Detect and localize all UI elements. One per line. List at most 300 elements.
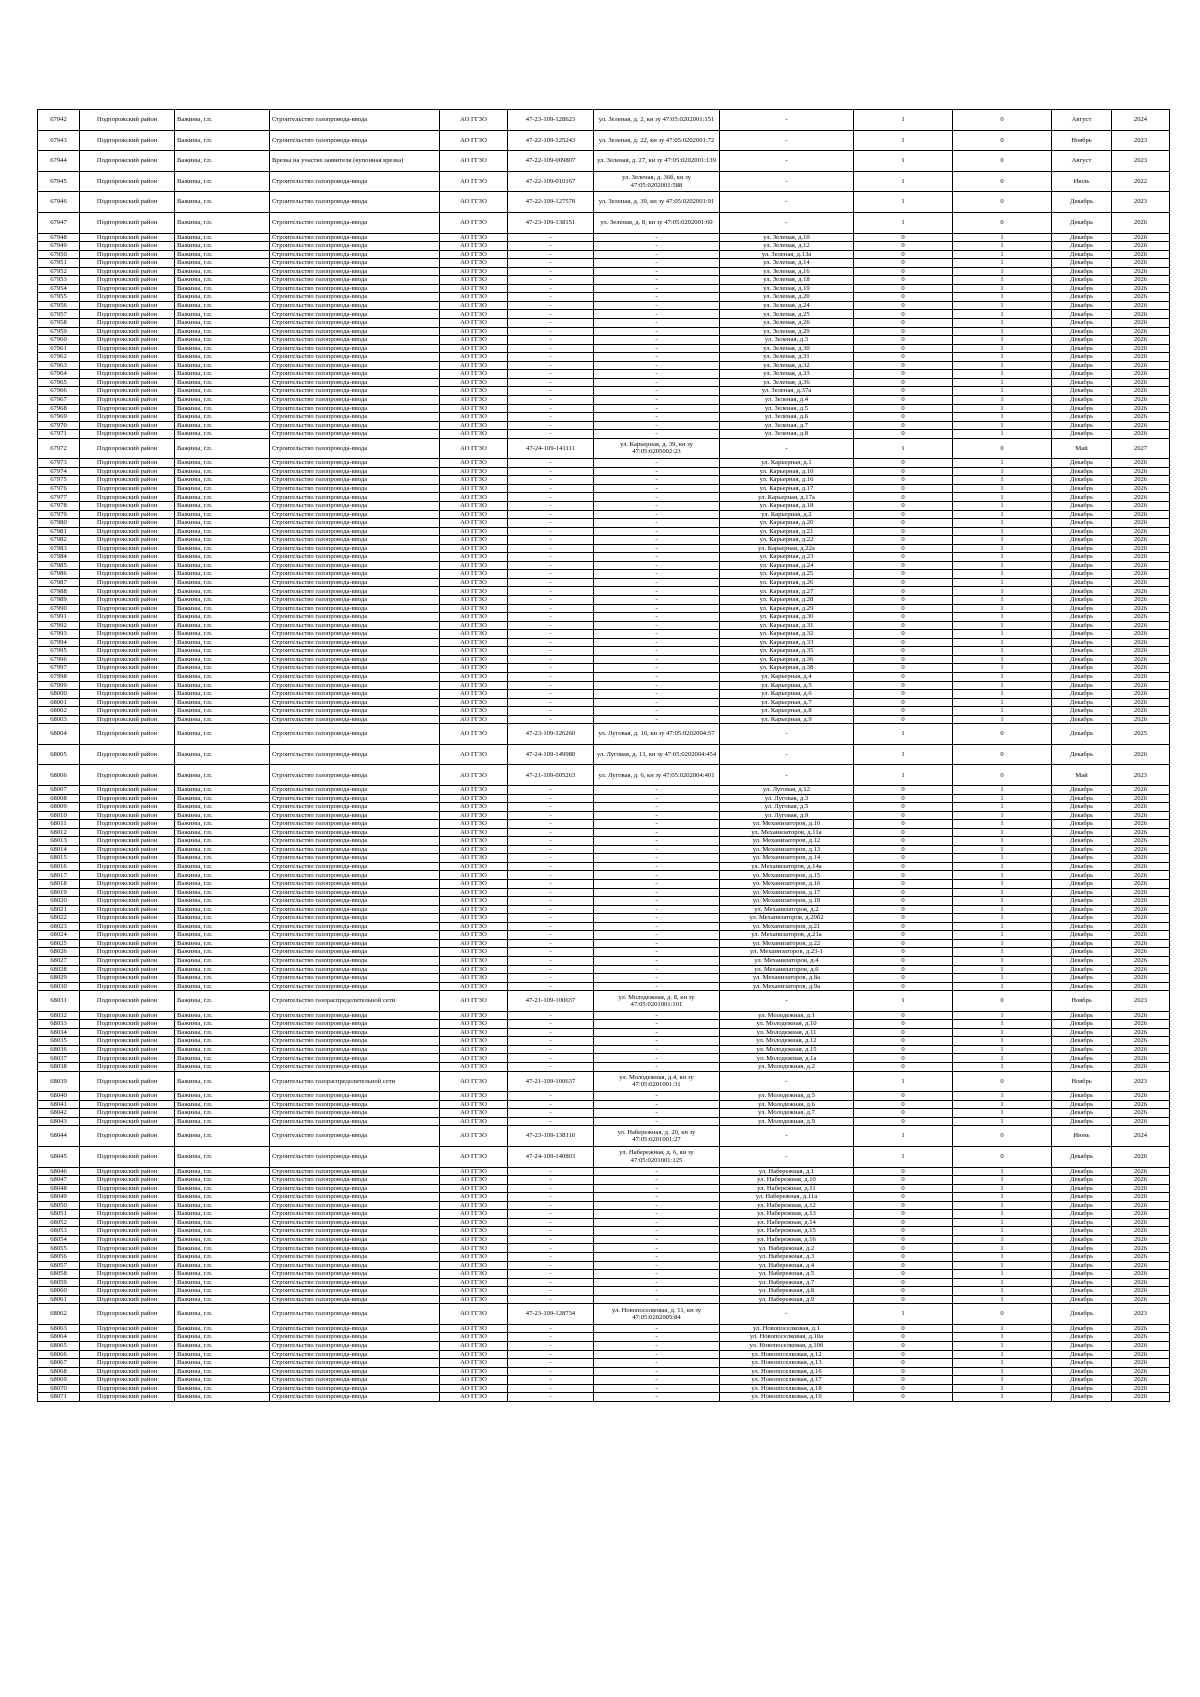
cadastral-address-cell: - bbox=[594, 604, 720, 613]
district-cell: Подпорожский район bbox=[80, 1384, 175, 1393]
month-cell: Декабрь bbox=[1052, 621, 1112, 630]
year-cell: 2026 bbox=[1112, 1109, 1170, 1118]
work-type-cell: Строительство газопровода-ввода bbox=[270, 1384, 440, 1393]
count-b-cell: 1 bbox=[953, 1384, 1052, 1393]
district-cell: Подпорожский район bbox=[80, 803, 175, 812]
month-cell: Декабрь bbox=[1052, 1167, 1112, 1176]
settlement-cell: Важины, г.п. bbox=[175, 1350, 270, 1359]
row-number-cell: 67949 bbox=[38, 242, 80, 251]
row-number-cell: 68030 bbox=[38, 982, 80, 991]
cadastral-address-cell: ул. Зеленая, д. 36б, кн зу 47:05:0202001:588 bbox=[594, 171, 720, 192]
district-cell: Подпорожский район bbox=[80, 1045, 175, 1054]
month-cell: Декабрь bbox=[1052, 1100, 1112, 1109]
cadastral-address-cell: - bbox=[594, 1063, 720, 1072]
organization-cell: АО ГГЗО bbox=[440, 1218, 508, 1227]
count-b-cell: 1 bbox=[953, 476, 1052, 485]
year-cell: 2026 bbox=[1112, 655, 1170, 664]
settlement-cell: Важины, г.п. bbox=[175, 459, 270, 468]
year-cell: 2026 bbox=[1112, 370, 1170, 379]
cadastral-address-cell: ул. Зеленая, д. 2, кн зу 47:05:0202001:151 bbox=[594, 110, 720, 131]
row-number-cell: 68015 bbox=[38, 854, 80, 863]
application-number-cell: - bbox=[508, 672, 594, 681]
street-address-cell: ул. Зеленая, д.13а bbox=[720, 250, 854, 259]
application-number-cell: - bbox=[508, 344, 594, 353]
street-address-cell: ул. Механизаторов, д.14а bbox=[720, 862, 854, 871]
district-cell: Подпорожский район bbox=[80, 413, 175, 422]
district-cell: Подпорожский район bbox=[80, 897, 175, 906]
settlement-cell: Важины, г.п. bbox=[175, 681, 270, 690]
year-cell: 2026 bbox=[1112, 1146, 1170, 1167]
table-row bbox=[38, 1304, 1170, 1325]
month-cell: Декабрь bbox=[1052, 1367, 1112, 1376]
count-b-cell: 1 bbox=[953, 310, 1052, 319]
application-number-cell: - bbox=[508, 854, 594, 863]
count-a-cell: 0 bbox=[854, 1176, 953, 1185]
organization-cell: АО ГГЗО bbox=[440, 438, 508, 459]
application-number-cell: - bbox=[508, 1117, 594, 1126]
street-address-cell: ул. Механизаторов, д.21 bbox=[720, 922, 854, 931]
row-number-cell: 67957 bbox=[38, 310, 80, 319]
settlement-cell: Важины, г.п. bbox=[175, 370, 270, 379]
work-type-cell: Строительство газопровода-ввода bbox=[270, 1227, 440, 1236]
count-a-cell: 0 bbox=[854, 1092, 953, 1101]
work-type-cell: Строительство газопровода-ввода bbox=[270, 570, 440, 579]
organization-cell: АО ГГЗО bbox=[440, 922, 508, 931]
count-a-cell: 0 bbox=[854, 820, 953, 829]
row-number-cell: 68058 bbox=[38, 1270, 80, 1279]
row-number-cell: 68051 bbox=[38, 1210, 80, 1219]
application-number-cell: 47-23-109-128623 bbox=[508, 110, 594, 131]
year-cell: 2026 bbox=[1112, 880, 1170, 889]
street-address-cell: ул. Молодежная, д.12 bbox=[720, 1037, 854, 1046]
work-type-cell: Строительство газопровода-ввода bbox=[270, 1376, 440, 1385]
district-cell: Подпорожский район bbox=[80, 421, 175, 430]
month-cell: Декабрь bbox=[1052, 690, 1112, 699]
organization-cell: АО ГГЗО bbox=[440, 1384, 508, 1393]
row-number-cell: 68064 bbox=[38, 1333, 80, 1342]
count-a-cell: 0 bbox=[854, 233, 953, 242]
month-cell: Декабрь bbox=[1052, 413, 1112, 422]
cadastral-address-cell: - bbox=[594, 1100, 720, 1109]
street-address-cell: ул. Зеленая, д.6 bbox=[720, 413, 854, 422]
year-cell: 2026 bbox=[1112, 837, 1170, 846]
street-address-cell: ул. Зеленая, д.33 bbox=[720, 370, 854, 379]
count-b-cell: 1 bbox=[953, 1218, 1052, 1227]
settlement-cell: Важины, г.п. bbox=[175, 1054, 270, 1063]
district-cell: Подпорожский район bbox=[80, 536, 175, 545]
street-address-cell: ул. Молодежная, д.7 bbox=[720, 1109, 854, 1118]
year-cell: 2026 bbox=[1112, 502, 1170, 511]
street-address-cell: - bbox=[720, 1126, 854, 1147]
year-cell: 2026 bbox=[1112, 578, 1170, 587]
application-number-cell: - bbox=[508, 1100, 594, 1109]
settlement-cell: Важины, г.п. bbox=[175, 502, 270, 511]
application-number-cell: - bbox=[508, 502, 594, 511]
cadastral-address-cell: - bbox=[594, 1218, 720, 1227]
year-cell: 2026 bbox=[1112, 1261, 1170, 1270]
cadastral-address-cell: - bbox=[594, 510, 720, 519]
count-b-cell: 1 bbox=[953, 527, 1052, 536]
organization-cell: АО ГГЗО bbox=[440, 336, 508, 345]
cadastral-address-cell: - bbox=[594, 939, 720, 948]
district-cell: Подпорожский район bbox=[80, 259, 175, 268]
cadastral-address-cell: - bbox=[594, 430, 720, 439]
month-cell: Декабрь bbox=[1052, 1376, 1112, 1385]
count-b-cell: 1 bbox=[953, 1028, 1052, 1037]
year-cell: 2026 bbox=[1112, 510, 1170, 519]
organization-cell: АО ГГЗО bbox=[440, 1201, 508, 1210]
street-address-cell: ул. Карьерная, д.31 bbox=[720, 621, 854, 630]
table-row bbox=[38, 1011, 1170, 1020]
street-address-cell: ул. Зеленая, д.16 bbox=[720, 267, 854, 276]
cadastral-address-cell: - bbox=[594, 888, 720, 897]
application-number-cell: - bbox=[508, 939, 594, 948]
work-type-cell: Строительство газопровода-ввода bbox=[270, 1037, 440, 1046]
district-cell: Подпорожский район bbox=[80, 820, 175, 829]
cadastral-address-cell: - bbox=[594, 862, 720, 871]
district-cell: Подпорожский район bbox=[80, 965, 175, 974]
settlement-cell: Важины, г.п. bbox=[175, 956, 270, 965]
district-cell: Подпорожский район bbox=[80, 502, 175, 511]
organization-cell: АО ГГЗО bbox=[440, 536, 508, 545]
table-row bbox=[38, 647, 1170, 656]
street-address-cell: ул. Луговая, д.5 bbox=[720, 803, 854, 812]
table-row bbox=[38, 570, 1170, 579]
settlement-cell: Важины, г.п. bbox=[175, 310, 270, 319]
cadastral-address-cell: - bbox=[594, 570, 720, 579]
cadastral-address-cell: - bbox=[594, 284, 720, 293]
table-row bbox=[38, 344, 1170, 353]
organization-cell: АО ГГЗО bbox=[440, 794, 508, 803]
organization-cell: АО ГГЗО bbox=[440, 630, 508, 639]
row-number-cell: 68035 bbox=[38, 1037, 80, 1046]
row-number-cell: 68042 bbox=[38, 1109, 80, 1118]
table-row bbox=[38, 1193, 1170, 1202]
application-number-cell: - bbox=[508, 553, 594, 562]
work-type-cell: Строительство газопровода-ввода bbox=[270, 1126, 440, 1147]
application-number-cell: - bbox=[508, 1359, 594, 1368]
work-type-cell: Строительство газопровода-ввода bbox=[270, 1011, 440, 1020]
district-cell: Подпорожский район bbox=[80, 1393, 175, 1402]
organization-cell: АО ГГЗО bbox=[440, 811, 508, 820]
work-type-cell: Строительство газопровода-ввода bbox=[270, 715, 440, 724]
month-cell: Декабрь bbox=[1052, 724, 1112, 745]
month-cell: Декабрь bbox=[1052, 828, 1112, 837]
month-cell: Декабрь bbox=[1052, 387, 1112, 396]
district-cell: Подпорожский район bbox=[80, 1176, 175, 1185]
count-b-cell: 1 bbox=[953, 370, 1052, 379]
work-type-cell: Строительство газопровода-ввода bbox=[270, 922, 440, 931]
organization-cell: АО ГГЗО bbox=[440, 1028, 508, 1037]
settlement-cell: Важины, г.п. bbox=[175, 510, 270, 519]
year-cell: 2026 bbox=[1112, 1184, 1170, 1193]
street-address-cell: ул. Набережная, д.2 bbox=[720, 1244, 854, 1253]
table-row bbox=[38, 259, 1170, 268]
work-type-cell: Строительство газопровода-ввода bbox=[270, 1210, 440, 1219]
cadastral-address-cell: - bbox=[594, 1244, 720, 1253]
count-b-cell: 0 bbox=[953, 1304, 1052, 1325]
settlement-cell: Важины, г.п. bbox=[175, 1304, 270, 1325]
street-address-cell: ул. Карьерная, д.30 bbox=[720, 613, 854, 622]
settlement-cell: Важины, г.п. bbox=[175, 1100, 270, 1109]
cadastral-address-cell: - bbox=[594, 871, 720, 880]
work-type-cell: Строительство газопровода-ввода bbox=[270, 982, 440, 991]
year-cell: 2026 bbox=[1112, 493, 1170, 502]
street-address-cell: ул. Набережная, д.14 bbox=[720, 1218, 854, 1227]
work-type-cell: Строительство газопровода-ввода bbox=[270, 130, 440, 151]
settlement-cell: Важины, г.п. bbox=[175, 854, 270, 863]
table-row bbox=[38, 430, 1170, 439]
application-number-cell: - bbox=[508, 681, 594, 690]
table-row bbox=[38, 378, 1170, 387]
table-row bbox=[38, 744, 1170, 765]
count-b-cell: 1 bbox=[953, 837, 1052, 846]
year-cell: 2023 bbox=[1112, 192, 1170, 213]
work-type-cell: Строительство газопровода-ввода bbox=[270, 744, 440, 765]
year-cell: 2026 bbox=[1112, 811, 1170, 820]
table-row bbox=[38, 871, 1170, 880]
count-a-cell: 0 bbox=[854, 544, 953, 553]
cadastral-address-cell: - bbox=[594, 1037, 720, 1046]
work-type-cell: Строительство газопровода-ввода bbox=[270, 1028, 440, 1037]
row-number-cell: 67979 bbox=[38, 510, 80, 519]
street-address-cell: - bbox=[720, 991, 854, 1012]
application-number-cell: 47-23-109-126260 bbox=[508, 724, 594, 745]
organization-cell: АО ГГЗО bbox=[440, 837, 508, 846]
work-type-cell: Строительство газопровода-ввода bbox=[270, 284, 440, 293]
organization-cell: АО ГГЗО bbox=[440, 151, 508, 172]
cadastral-address-cell: - bbox=[594, 647, 720, 656]
count-a-cell: 0 bbox=[854, 267, 953, 276]
count-a-cell: 0 bbox=[854, 922, 953, 931]
district-cell: Подпорожский район bbox=[80, 404, 175, 413]
organization-cell: АО ГГЗО bbox=[440, 1054, 508, 1063]
year-cell: 2026 bbox=[1112, 965, 1170, 974]
row-number-cell: 68044 bbox=[38, 1126, 80, 1147]
cadastral-address-cell: - bbox=[594, 578, 720, 587]
count-b-cell: 1 bbox=[953, 361, 1052, 370]
count-a-cell: 0 bbox=[854, 982, 953, 991]
street-address-cell: ул. Карьерная, д.29 bbox=[720, 604, 854, 613]
year-cell: 2026 bbox=[1112, 914, 1170, 923]
row-number-cell: 68028 bbox=[38, 965, 80, 974]
organization-cell: АО ГГЗО bbox=[440, 130, 508, 151]
year-cell: 2026 bbox=[1112, 604, 1170, 613]
month-cell: Ноябрь bbox=[1052, 1071, 1112, 1092]
count-a-cell: 0 bbox=[854, 476, 953, 485]
row-number-cell: 68032 bbox=[38, 1011, 80, 1020]
organization-cell: АО ГГЗО bbox=[440, 1304, 508, 1325]
work-type-cell: Строительство газопровода-ввода bbox=[270, 1367, 440, 1376]
row-number-cell: 67963 bbox=[38, 361, 80, 370]
work-type-cell: Строительство газопровода-ввода bbox=[270, 404, 440, 413]
work-type-cell: Строительство газопровода-ввода bbox=[270, 897, 440, 906]
district-cell: Подпорожский район bbox=[80, 250, 175, 259]
count-b-cell: 0 bbox=[953, 744, 1052, 765]
row-number-cell: 68006 bbox=[38, 765, 80, 786]
year-cell: 2026 bbox=[1112, 1341, 1170, 1350]
settlement-cell: Важины, г.п. bbox=[175, 578, 270, 587]
count-a-cell: 1 bbox=[854, 171, 953, 192]
table-row bbox=[38, 922, 1170, 931]
district-cell: Подпорожский район bbox=[80, 880, 175, 889]
count-b-cell: 1 bbox=[953, 459, 1052, 468]
settlement-cell: Важины, г.п. bbox=[175, 1261, 270, 1270]
street-address-cell: ул. Набережная, д.11 bbox=[720, 1184, 854, 1193]
year-cell: 2026 bbox=[1112, 536, 1170, 545]
month-cell: Май bbox=[1052, 765, 1112, 786]
row-number-cell: 67971 bbox=[38, 430, 80, 439]
table-row bbox=[38, 1201, 1170, 1210]
application-number-cell: 47-22-109-125243 bbox=[508, 130, 594, 151]
organization-cell: АО ГГЗО bbox=[440, 1287, 508, 1296]
year-cell: 2026 bbox=[1112, 1350, 1170, 1359]
count-b-cell: 1 bbox=[953, 484, 1052, 493]
street-address-cell: ул. Карьерная, д.20 bbox=[720, 519, 854, 528]
organization-cell: АО ГГЗО bbox=[440, 965, 508, 974]
count-b-cell: 1 bbox=[953, 698, 1052, 707]
month-cell: Декабрь bbox=[1052, 1193, 1112, 1202]
district-cell: Подпорожский район bbox=[80, 811, 175, 820]
year-cell: 2023 bbox=[1112, 130, 1170, 151]
cadastral-address-cell: - bbox=[594, 820, 720, 829]
month-cell: Декабрь bbox=[1052, 1092, 1112, 1101]
month-cell: Декабрь bbox=[1052, 1295, 1112, 1304]
month-cell: Декабрь bbox=[1052, 922, 1112, 931]
count-a-cell: 0 bbox=[854, 1193, 953, 1202]
cadastral-address-cell: - bbox=[594, 327, 720, 336]
street-address-cell: ул. Механизаторов, д.13 bbox=[720, 845, 854, 854]
settlement-cell: Важины, г.п. bbox=[175, 404, 270, 413]
settlement-cell: Важины, г.п. bbox=[175, 353, 270, 362]
settlement-cell: Важины, г.п. bbox=[175, 1109, 270, 1118]
count-a-cell: 0 bbox=[854, 1109, 953, 1118]
district-cell: Подпорожский район bbox=[80, 1146, 175, 1167]
work-type-cell: Строительство газопровода-ввода bbox=[270, 845, 440, 854]
settlement-cell: Важины, г.п. bbox=[175, 1126, 270, 1147]
cadastral-address-cell: - bbox=[594, 353, 720, 362]
row-number-cell: 68018 bbox=[38, 880, 80, 889]
count-b-cell: 1 bbox=[953, 1324, 1052, 1333]
count-b-cell: 1 bbox=[953, 1270, 1052, 1279]
table-row bbox=[38, 438, 1170, 459]
row-number-cell: 68034 bbox=[38, 1028, 80, 1037]
count-b-cell: 1 bbox=[953, 1100, 1052, 1109]
table-row bbox=[38, 519, 1170, 528]
settlement-cell: Важины, г.п. bbox=[175, 553, 270, 562]
count-a-cell: 0 bbox=[854, 1350, 953, 1359]
organization-cell: АО ГГЗО bbox=[440, 905, 508, 914]
work-type-cell: Строительство газопровода-ввода bbox=[270, 948, 440, 957]
application-number-cell: - bbox=[508, 267, 594, 276]
settlement-cell: Важины, г.п. bbox=[175, 1210, 270, 1219]
organization-cell: АО ГГЗО bbox=[440, 1100, 508, 1109]
district-cell: Подпорожский район bbox=[80, 862, 175, 871]
district-cell: Подпорожский район bbox=[80, 724, 175, 745]
district-cell: Подпорожский район bbox=[80, 948, 175, 957]
street-address-cell: ул. Карьерная, д.33 bbox=[720, 638, 854, 647]
organization-cell: АО ГГЗО bbox=[440, 510, 508, 519]
street-address-cell: ул. Молодежная, д.6 bbox=[720, 1100, 854, 1109]
work-type-cell: Строительство газопровода-ввода bbox=[270, 1295, 440, 1304]
count-b-cell: 1 bbox=[953, 536, 1052, 545]
year-cell: 2026 bbox=[1112, 828, 1170, 837]
application-number-cell: - bbox=[508, 621, 594, 630]
table-row bbox=[38, 765, 1170, 786]
table-row bbox=[38, 820, 1170, 829]
table-row bbox=[38, 1109, 1170, 1118]
organization-cell: АО ГГЗО bbox=[440, 527, 508, 536]
district-cell: Подпорожский район bbox=[80, 681, 175, 690]
cadastral-address-cell: - bbox=[594, 664, 720, 673]
year-cell: 2026 bbox=[1112, 1011, 1170, 1020]
count-a-cell: 0 bbox=[854, 510, 953, 519]
cadastral-address-cell: - bbox=[594, 854, 720, 863]
organization-cell: АО ГГЗО bbox=[440, 430, 508, 439]
organization-cell: АО ГГЗО bbox=[440, 1167, 508, 1176]
street-address-cell: ул. Новопоселковая, д.13 bbox=[720, 1359, 854, 1368]
cadastral-address-cell: - bbox=[594, 681, 720, 690]
table-row bbox=[38, 638, 1170, 647]
year-cell: 2026 bbox=[1112, 715, 1170, 724]
count-a-cell: 0 bbox=[854, 404, 953, 413]
street-address-cell: ул. Зеленая, д.4 bbox=[720, 395, 854, 404]
organization-cell: АО ГГЗО bbox=[440, 604, 508, 613]
application-number-cell: - bbox=[508, 596, 594, 605]
cadastral-address-cell: - bbox=[594, 395, 720, 404]
street-address-cell: ул. Механизаторов, д.23-1 bbox=[720, 948, 854, 957]
table-row bbox=[38, 1100, 1170, 1109]
month-cell: Декабрь bbox=[1052, 854, 1112, 863]
year-cell: 2026 bbox=[1112, 854, 1170, 863]
row-number-cell: 67982 bbox=[38, 536, 80, 545]
work-type-cell: Строительство газопровода-ввода bbox=[270, 613, 440, 622]
application-number-cell: 47-22-109-009807 bbox=[508, 151, 594, 172]
settlement-cell: Важины, г.п. bbox=[175, 613, 270, 622]
month-cell: Декабрь bbox=[1052, 845, 1112, 854]
street-address-cell: ул. Набережная, д.1 bbox=[720, 1167, 854, 1176]
settlement-cell: Важины, г.п. bbox=[175, 880, 270, 889]
year-cell: 2026 bbox=[1112, 1384, 1170, 1393]
count-b-cell: 1 bbox=[953, 1201, 1052, 1210]
application-number-cell: - bbox=[508, 578, 594, 587]
work-type-cell: Строительство газопровода-ввода bbox=[270, 707, 440, 716]
count-b-cell: 0 bbox=[953, 991, 1052, 1012]
cadastral-address-cell: - bbox=[594, 794, 720, 803]
street-address-cell: ул. Набережная, д.4 bbox=[720, 1261, 854, 1270]
organization-cell: АО ГГЗО bbox=[440, 956, 508, 965]
organization-cell: АО ГГЗО bbox=[440, 1146, 508, 1167]
year-cell: 2026 bbox=[1112, 1167, 1170, 1176]
year-cell: 2023 bbox=[1112, 1071, 1170, 1092]
count-b-cell: 1 bbox=[953, 1184, 1052, 1193]
table-row bbox=[38, 301, 1170, 310]
settlement-cell: Важины, г.п. bbox=[175, 250, 270, 259]
district-cell: Подпорожский район bbox=[80, 914, 175, 923]
row-number-cell: 67970 bbox=[38, 421, 80, 430]
row-number-cell: 67966 bbox=[38, 387, 80, 396]
work-type-cell: Строительство газопровода-ввода bbox=[270, 1287, 440, 1296]
organization-cell: АО ГГЗО bbox=[440, 459, 508, 468]
month-cell: Декабрь bbox=[1052, 301, 1112, 310]
district-cell: Подпорожский район bbox=[80, 707, 175, 716]
district-cell: Подпорожский район bbox=[80, 1011, 175, 1020]
district-cell: Подпорожский район bbox=[80, 1270, 175, 1279]
cadastral-address-cell: - bbox=[594, 1341, 720, 1350]
settlement-cell: Важины, г.п. bbox=[175, 974, 270, 983]
organization-cell: АО ГГЗО bbox=[440, 982, 508, 991]
district-cell: Подпорожский район bbox=[80, 1071, 175, 1092]
